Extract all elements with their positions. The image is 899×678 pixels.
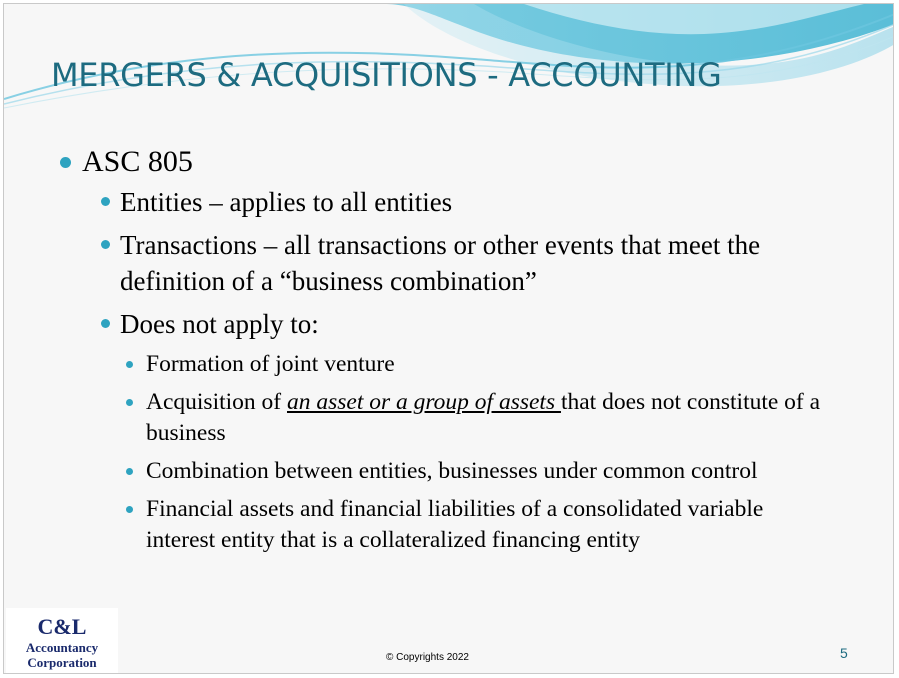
bullet-asc-805	[82, 144, 894, 180]
bullet-dot-icon	[126, 468, 133, 475]
bullet-text: Financial assets and financial liabilities of a consolidated variable interest entity that is a collateralized financing entity	[146, 496, 764, 553]
copyright-footer: © Copyrights 2022	[386, 652, 469, 663]
bullet-text: Combination between entities, businesses under common control	[146, 458, 758, 484]
slide	[3, 3, 894, 674]
bullet-dot-icon	[101, 319, 110, 328]
bullet-text-emphasis: an asset or a group of assets	[287, 389, 561, 415]
sub-bullet-acquisition	[146, 387, 835, 449]
logo-line-2: Corporation	[27, 655, 97, 670]
bullet-dot-icon	[101, 197, 110, 206]
bullet-text: Transactions – all transactions or other events that meet the definition of a “business combination”	[120, 230, 761, 296]
bullet-text-prefix: Acquisition of	[146, 389, 287, 415]
bullet-text: Formation of joint venture	[146, 351, 395, 377]
logo-line-1: Accountancy	[25, 640, 99, 655]
bullet-dot-icon	[101, 240, 110, 249]
bullet-dot-icon	[60, 157, 71, 168]
sub-bullet-combination	[146, 456, 835, 487]
bullet-entities	[120, 184, 855, 220]
bullet-does-not-apply	[120, 306, 855, 342]
sub-bullet-formation	[146, 349, 835, 380]
page-number: 5	[840, 645, 848, 661]
bullet-list	[4, 144, 894, 563]
bullet-dot-icon	[126, 506, 133, 513]
slide-title: MERGERS & ACQUISITIONS - ACCOUNTING	[51, 56, 722, 94]
bullet-dot-icon	[126, 399, 133, 406]
company-logo	[6, 608, 118, 674]
bullet-text-suffix: that does not constitute of a business	[146, 389, 821, 446]
logo-mark: C&L	[37, 614, 87, 639]
bullet-text: ASC 805	[82, 145, 193, 178]
bullet-text: Does not apply to:	[120, 309, 319, 339]
bullet-dot-icon	[126, 361, 133, 368]
bullet-transactions	[120, 227, 855, 299]
sub-bullet-financial	[146, 494, 835, 556]
bullet-text: Entities – applies to all entities	[120, 187, 453, 217]
